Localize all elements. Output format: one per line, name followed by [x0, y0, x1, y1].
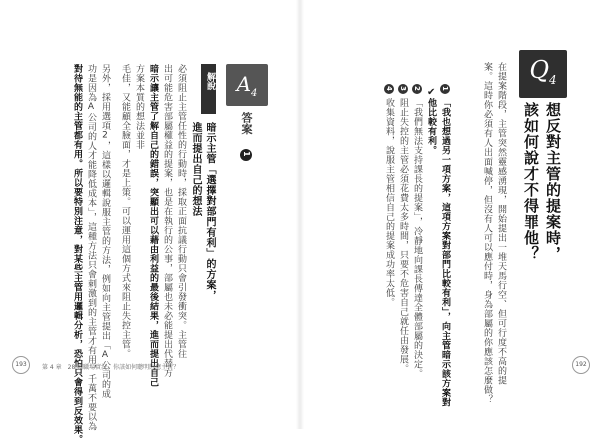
option-3-number: [398, 84, 408, 94]
option-1-line-2: 他比較有利。: [426, 98, 436, 155]
option-2-number-badge: 2: [412, 84, 422, 94]
explanation-label: 解說: [205, 72, 215, 90]
option-2-number: [412, 84, 422, 94]
right-page-number: 192: [572, 356, 590, 374]
question-title-line-2: 該如何說才不得罪他？: [522, 102, 540, 262]
answer-number-badge: 1: [240, 149, 252, 161]
question-badge-letter: $Q_4$: [529, 56, 557, 87]
question-body-line-1: 在提案階段，主管突然靈感湧現，開始提出一堆天馬行空、但可行度不高的提: [496, 62, 506, 385]
option-1-number-badge: 1: [440, 84, 450, 94]
explanation-body-line-8: 對待無能的主管都有用。所以要特別注意，對某些主管用邏輯分析，恐怕只會得到反效果。: [72, 64, 82, 444]
question-badge: [519, 50, 567, 98]
check-icon: ✔: [427, 87, 436, 98]
option-1-line-1: 「我也想過另一項方案，這項方案對部門比較有利」，向主管暗示該方案對: [440, 98, 450, 407]
explanation-body-line-7: 功是因為A公司的人才能降低成本」，這種方法只會刺激到的主管才有用，千萬不要以為: [86, 64, 96, 431]
explanation-label-box: [201, 64, 216, 114]
explanation-body-line-5: 毛佳，又能顧全臉面，才是上策。可以運用這個方式來阻止失控主管。: [120, 64, 130, 359]
option-3-number-badge: 3: [398, 84, 408, 94]
question-title-line-1: 想反對主管的提案時，: [544, 102, 562, 262]
explanation-body-line-1: 必須阻止主管任性的行動時，採取正面抗議行動只會引發衝突。主管往: [176, 64, 186, 359]
explanation-body-line-2: 出可能危害部屬權益的提案，也是在執行的公事，部屬也未必能提出代替方: [162, 64, 172, 378]
explanation-heading-line-1: 暗示主管「選擇對部門有利」的方案，: [204, 122, 215, 301]
option-2-text: 「我們無法支持課長的提案」，冷靜地向課長傳達全體部屬的決定。: [412, 98, 422, 379]
left-page-number: 193: [12, 356, 30, 374]
option-3-text: 阻止失控的主管必須花費太多時間，只要不危害自己就任由發展。: [398, 98, 408, 374]
explanation-heading-line-2: 進而提出自己的想法: [190, 122, 201, 217]
explanation-body-line-3: 暗示讓主管了解自己的錯誤，突顯出可以藉由利益的最後結果，進而提出自己: [148, 64, 158, 387]
answer-badge: [226, 64, 268, 106]
option-4-text: 收集資料，說服主管相信自己的提案成功率太低。: [384, 98, 394, 307]
explanation-body-line-4: 方案本質的想法並非: [134, 64, 144, 150]
option-1-number: [440, 84, 450, 94]
option-4-number-badge: 4: [384, 84, 394, 94]
book-gutter: [296, 0, 304, 429]
question-body-line-2: 案。這時你必須有人出面喊停，但沒有人可以應付時，身為部屬的你應該怎麼做？: [482, 62, 492, 404]
option-4-number: [384, 84, 394, 94]
explanation-body-line-6: 另外，採用選項2，這樣以邏輯說服主管的方法，例如向主管提出「A公司的成: [100, 64, 110, 399]
question-title: [519, 102, 567, 292]
answer-label: 答案 1: [240, 112, 252, 161]
answer-badge-letter: $A_4$: [236, 72, 258, 99]
chapter-running-footer: 第 4 章 28 種職場實況，你該如何聰明因應主管？: [42, 364, 180, 371]
